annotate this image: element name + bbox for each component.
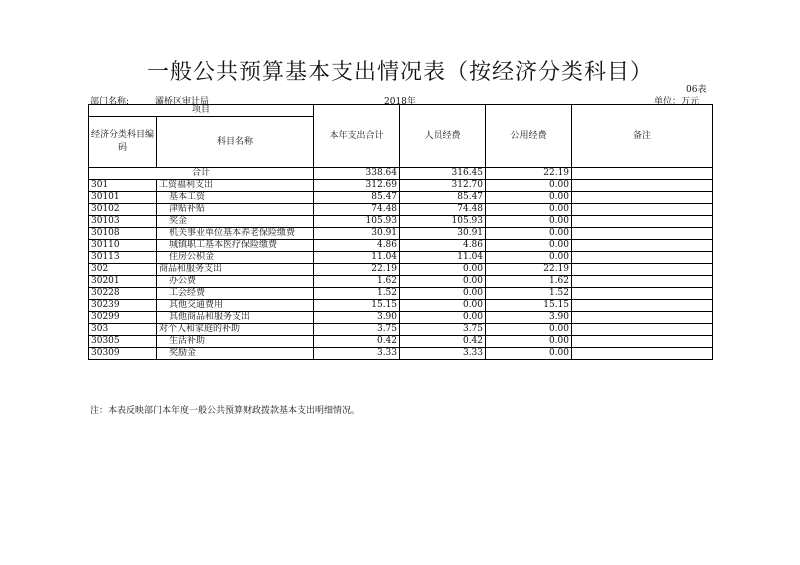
row-public: 0.00 [486,324,572,336]
row-code: 30110 [89,240,157,252]
department-name: 灞桥区审计局 [155,97,210,107]
header-public: 公用经费 [486,105,572,168]
header-remark: 备注 [572,105,713,168]
row-public: 22.19 [486,264,572,276]
row-total: 312.69 [314,180,400,192]
row-total: 3.33 [314,348,400,360]
row-name: 城镇职工基本医疗保险缴费 [157,240,314,252]
row-public: 0.00 [486,252,572,264]
row-personnel: 0.00 [400,300,486,312]
table-row [89,288,713,300]
row-personnel: 11.04 [400,252,486,264]
department-label: 部门名称: [90,97,130,107]
row-name: 机关事业单位基本养老保险缴费 [157,228,314,240]
row-public: 0.00 [486,336,572,348]
row-remark [572,204,713,216]
row-code: 30201 [89,276,157,288]
row-public: 0.00 [486,216,572,228]
row-code: 30108 [89,228,157,240]
row-total: 74.48 [314,204,400,216]
table-row [89,348,713,360]
table-row [89,228,713,240]
total-remark [572,168,713,180]
row-total: 30.91 [314,228,400,240]
row-name: 对个人和家庭的补助 [157,324,314,336]
header-total: 本年支出合计 [314,105,400,168]
row-total: 85.47 [314,192,400,204]
table-row [89,216,713,228]
table-row [89,312,713,324]
row-remark [572,252,713,264]
footnote: 注：本表反映部门本年度一般公共预算财政拨款基本支出明细情况。 [90,406,361,416]
total-label: 合计 [89,168,314,180]
row-remark [572,312,713,324]
row-name: 奖金 [157,216,314,228]
row-remark [572,264,713,276]
page-title: 一般公共预算基本支出情况表（按经济分类科目） [146,60,653,85]
row-personnel: 0.42 [400,336,486,348]
header-code: 经济分类科目编码 [89,117,157,168]
row-total: 105.93 [314,216,400,228]
row-remark [572,324,713,336]
row-total: 1.62 [314,276,400,288]
row-public: 0.00 [486,348,572,360]
table-row [89,180,713,192]
table-row [89,324,713,336]
row-personnel: 0.00 [400,264,486,276]
row-name: 办公费 [157,276,314,288]
header-personnel: 人员经费 [400,105,486,168]
row-remark [572,192,713,204]
table-row [89,240,713,252]
row-name: 其他交通费用 [157,300,314,312]
row-total: 4.86 [314,240,400,252]
row-public: 0.00 [486,240,572,252]
total-personnel: 316.45 [400,168,486,180]
row-name: 住房公积金 [157,252,314,264]
row-code: 30102 [89,204,157,216]
total-total: 338.64 [314,168,400,180]
unit-label: 单位：万元 [654,97,700,107]
row-code: 30309 [89,348,157,360]
row-total: 3.90 [314,312,400,324]
row-remark [572,216,713,228]
row-personnel: 3.75 [400,324,486,336]
row-public: 0.00 [486,228,572,240]
row-total: 3.75 [314,324,400,336]
row-remark [572,240,713,252]
row-personnel: 74.48 [400,204,486,216]
total-public: 22.19 [486,168,572,180]
row-personnel: 0.00 [400,312,486,324]
row-code: 30101 [89,192,157,204]
row-personnel: 0.00 [400,276,486,288]
expenditure-table [88,104,713,360]
row-total: 22.19 [314,264,400,276]
table-row [89,336,713,348]
row-code: 30113 [89,252,157,264]
row-public: 0.00 [486,180,572,192]
row-code: 30299 [89,312,157,324]
row-public: 15.15 [486,300,572,312]
row-code: 302 [89,264,157,276]
row-remark [572,348,713,360]
row-personnel: 85.47 [400,192,486,204]
row-total: 11.04 [314,252,400,264]
row-remark [572,300,713,312]
table-row [89,300,713,312]
row-remark [572,228,713,240]
row-personnel: 105.93 [400,216,486,228]
row-personnel: 3.33 [400,348,486,360]
row-name: 基本工资 [157,192,314,204]
row-name: 生活补助 [157,336,314,348]
table-row [89,252,713,264]
row-name: 津贴补贴 [157,204,314,216]
table-row [89,204,713,216]
row-public: 3.90 [486,312,572,324]
row-code: 30228 [89,288,157,300]
table-row [89,264,713,276]
row-name: 商品和服务支出 [157,264,314,276]
row-remark [572,276,713,288]
row-name: 工会经费 [157,288,314,300]
row-personnel: 312.70 [400,180,486,192]
row-public: 0.00 [486,204,572,216]
row-code: 30305 [89,336,157,348]
row-remark [572,288,713,300]
row-total: 1.52 [314,288,400,300]
table-row [89,276,713,288]
row-personnel: 4.86 [400,240,486,252]
row-public: 1.62 [486,276,572,288]
row-public: 0.00 [486,192,572,204]
row-name: 奖励金 [157,348,314,360]
row-code: 303 [89,324,157,336]
total-row [89,168,713,180]
row-remark [572,180,713,192]
budget-year: 2018年 [384,97,416,107]
header-project-group: 项目 [89,105,314,117]
header-name: 科目名称 [157,117,314,168]
row-code: 30103 [89,216,157,228]
row-total: 15.15 [314,300,400,312]
row-personnel: 0.00 [400,288,486,300]
row-code: 301 [89,180,157,192]
row-code: 30239 [89,300,157,312]
row-public: 1.52 [486,288,572,300]
row-name: 其他商品和服务支出 [157,312,314,324]
row-name: 工资福利支出 [157,180,314,192]
table-number: 06表 [686,85,707,95]
row-remark [572,336,713,348]
table-row [89,192,713,204]
row-personnel: 30.91 [400,228,486,240]
row-total: 0.42 [314,336,400,348]
